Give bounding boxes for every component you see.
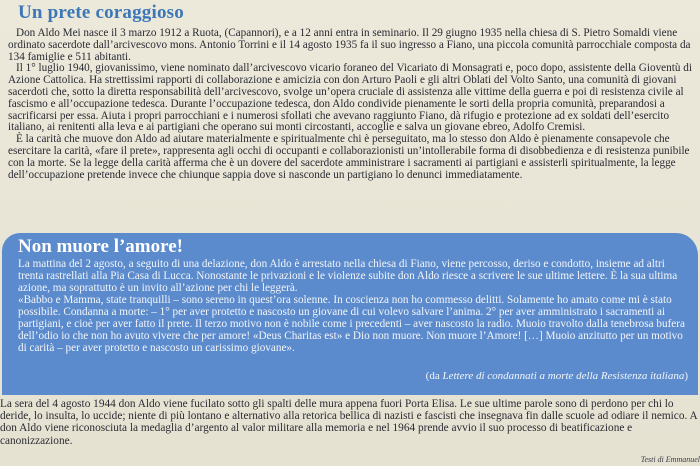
- credit-line: Testi di Emmanuel: [640, 455, 700, 464]
- section-body-amore: [18, 258, 690, 354]
- letter-source: [426, 370, 688, 382]
- section-body-fucilazione: [0, 398, 700, 447]
- section-body-prete: [8, 28, 694, 181]
- source-suffix: ): [684, 370, 688, 382]
- section-title-prete: Un prete coraggioso: [18, 2, 184, 23]
- paragraph-final: La sera del 4 agosto 1944 don Aldo viene fucilato sotto gli spalti delle mura appena fuori Porta Elisa. Le sue ultime parole sono di perdono per chi lo deride, lo insulta, lo uccide; niente di più lontano e alternativo alla retorica bellica di nazisti e fascisti che insegnava fin dalle scuole ad odiare il nemico. A don Aldo viene riconosciuta la medaglia d’argento al valor militare alla memoria e nel 1964 prende avvio il suo processo di beatificazione e canonizzazione.: [0, 398, 698, 447]
- paragraph-3: È la carità che muove don Aldo ad aiutare materialmente e spiritualmente chi è perseguitato, ma lo stesso don Aldo è pienamente consapevole che esercitare la carità, «fare il prete», rappresenta agli occhi di occupanti e collaborazionisti un’intollerabile forma di disobbedienza e di resistenza punibile con la morte. Se la legge della carità afferma che è un dovere del sacerdote amministrare i sacramenti ai partigiani e assisterli spiritualmente, la legge dell’occupazione pretende invece che chiunque sappia dove si nasconde un partigiano lo denunci immediatamente.: [8, 133, 690, 181]
- source-prefix: (da: [425, 370, 443, 382]
- paragraph-1: Don Aldo Mei nasce il 3 marzo 1912 a Ruota, (Capannori), e a 12 anni entra in seminario. Il 29 giugno 1935 nella chiesa di S. Pietro Somaldi viene ordinato sacerdote dall’arcivescovo mons. Antonio Torrini e il 14 agosto 1935 fa il suo ingresso a Fiano, una piccola comunità parrocchiale composta da 134 famiglie e 511 abitanti.: [8, 27, 691, 63]
- section-title-amore: Non muore l’amore!: [18, 236, 183, 257]
- paragraph-arrest: La mattina del 2 agosto, a seguito di una delazione, don Aldo è arrestato nella chiesa di Fiano, viene percosso, deriso e condotto, insieme ad altri trenta rastrellati alla Pia Casa di Lucca. Nonostante le privazioni e le violenze subite don Aldo riesce a scrivere le sue ultime lettere. È la sua ultima azione, ma soprattutto è un invito all’azione per chi le leggerà.: [18, 258, 678, 294]
- paragraph-2: Il 1° luglio 1940, giovanissimo, viene nominato dall’arcivescovo vicario foraneo del Vicariato di Monsagrati e, poco dopo, assistente della Gioventù di Azione Cattolica. Ha strettissimi rapporti di collaborazione e amicizia con don Arturo Paoli e gli altri Oblati del Volto Santo, una comunità di giovani sacerdoti che, sotto la diretta responsabilità dell’arcivescovo, svolge un’opera cruciale di assistenza alle vittime della guerra e poi di resistenza civile al fascismo e all’occupazione tedesca. Durante l’occupazione tedesca, don Aldo condivide pienamente le sorti della propria comunità, preparandosi a sacrificarsi per essa. Aiuta i propri parrocchiani e i numerosi sfollati che avevano raggiunto Fiano, dà rifugio e protezione ad ex soldati dell’esercito italiano, ai renitenti alla leva e ai partigiani che operano sui monti circostanti, accoglie e salva un giovane ebreo, Adolfo Cremisi.: [8, 62, 692, 134]
- source-title: Lettere di condannati a morte della Resistenza italiana: [442, 370, 685, 382]
- paragraph-letter: «Babbo e Mamma, state tranquilli – sono sereno in quest’ora solenne. In coscienza non ho commesso delitti. Solamente ho amato come mi è stato possibile. Condanna a morte: – 1° per aver protetto e nascosto un giovane di cui volevo salvare l’anima. 2° per aver amministrato i sacramenti ai partigiani, e cioè per aver fatto il prete. Il terzo motivo non è nobile come i precedenti – aver nascosto la radio. Muoio travolto dalla tenebrosa bufera dell’odio io che non ho avuto vivere che per amore! «Deus Charitas est» e Dio non muore. Non muore l’Amore! […] Muoio anzitutto per un motivo di carità – per aver protetto e nascosto un carissimo giovane».: [18, 294, 685, 354]
